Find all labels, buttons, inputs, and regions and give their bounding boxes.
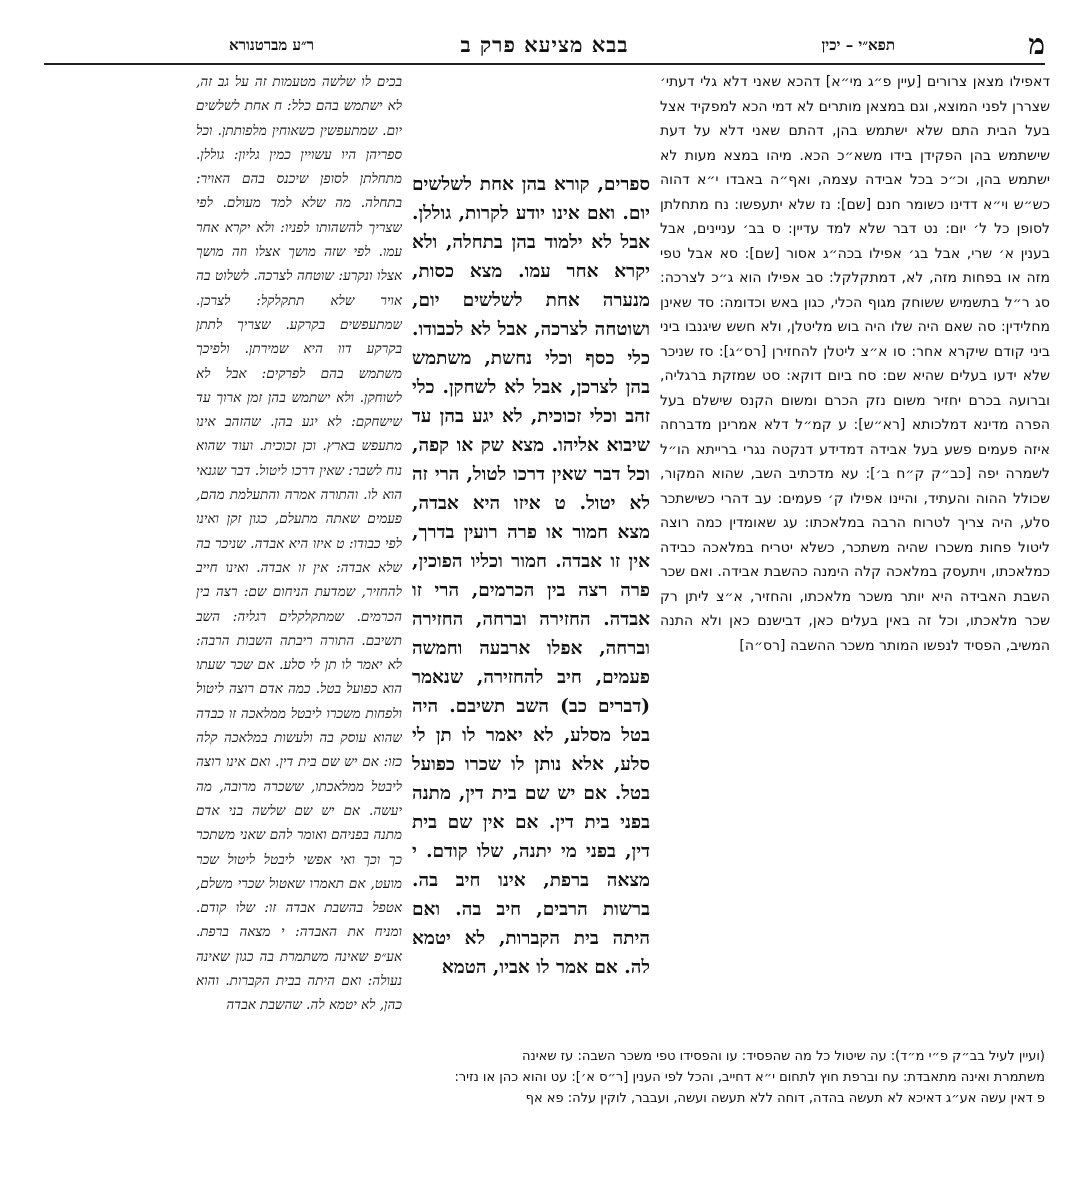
mishnah-text: ספרים, קורא בהן אחת לשלשים יום. ואם אינו יודע לקרות, גוללן. אבל לא ילמוד בהן בתחלה, ולא יקרא אחר עמו. מצא כסות, מנערה אחת לשלשים יום, ושוטחה לצרכה, אבל לא לכבודו. כלי כסף וכלי נחשת, משתמש בהן לצרכן, אבל לא לשחקן. כלי זהב וכלי זכוכית, לא יגע בהן עד שיבוא אליהו. מצא שק או קפה, וכל דבר שאין דרכו לטול, הרי זה לא יטול. ט איזו היא אבדה, מצא חמור או פרה רועין בדרך, אין זו אבדה. חמור וכליו הפוכין, פרה רצה בין הכרמים, הרי זו אבדה. החזירה וברחה, החזירה וברחה, אפלו ארבעה וחמשה פעמים, חיב להחזירה, שנאמר (דברים כב) השב תשיבם. היה בטל מסלע, לא יאמר לו תן לי סלע, אלא נותן לו שכרו כפועל בטל. אם יש שם בית דין, מתנה בפני בית דין. אם אין שם בית דין, בפני מי יתנה, שלו קודם. י מצאה ברפת, אינו חיב בה. ברשות הרבים, חיב בה. ואם היתה בית הקברות, לא יטמא לה. אם אמר לו אביו, הטמא — [412, 174, 650, 978]
tiferet-range-label: תפא״י – יכין — [821, 36, 895, 54]
page-number: מ — [1028, 28, 1045, 61]
tractate-chapter-title: בבא מציעא פרק ב — [460, 32, 629, 57]
bartenura-label: ר״ע מברטנורא — [229, 36, 315, 54]
mishnah-column — [412, 170, 650, 1038]
footnote-line: פ דאין עשה אע״ג דאיכא לא תעשה בהדה, דוחה ללא תעשה ועשה, ועבבר, לוקין עלה: פא אף — [525, 1091, 1045, 1106]
bartenura-column — [196, 70, 402, 1038]
bartenura-text: בכים לו שלשה מטעמות זה על גב זה, לא ישתמש בהם כלל: ח אחת לשלשים יום. שמתעפשין כשאוחין מלפותתן. וכל ספריהן היו עשויין כמין גליון: גוללן. מתחלתן לסופן שיכנס בהם האויר: בתחלה. מה שלא למד מעולם. לפי שצריך להשהותו לפניו: ולא יקרא אחר עמו. לפי שזה מושך אצלו וזה מושך אצלו ונקרע: שוטחה לצרכה. לשלוט בה אויר שלא תתקלקל: לצרכן. שמתעפשים בקרקע. שצריך לתתן בקרקע דוו היא שמירתן. ולפיכך משתמש בהם לפרקים: אבל לא לשוחקן. ולא ישתמש בהן זמן ארוך עד שישחקם: לא יגע בהן. שהזהב אינו מתעפש בארץ. וכן זכוכית. ועוד שהוא נוח לשבר: שאין דרכו ליטול. דבר שגנאי הוא לו. והתורה אמרה והתעלמת מהם, פעמים שאתה מתעלם, כגון זקן ואינו לפי כבודו: ט איזו היא אבדה. שניכר בה שלא אבדה: אין זו אבדה. ואינו חייב להחזיר, שמדעת הניחום שם: רצה בין הכרמים. שמתקלקלים רגליה: השב תשיבם. התורה ריבתה השבות הרבה: לא יאמר לו תן לי סלע. אם שכר שעתו הוא כפועל בטל. כמה אדם רוצה ליטול ולפחות משכרו ליבטל ממלאכה זו כבדה שהוא עוסק בה ולעשות במלאכה קלה כזו: אם יש שם בית דין. ואם אינו רוצה ליבטל ממלאכתו, ששכרה מרובה, מה יעשה. אם יש שם שלשה בני אדם מתנה בפניהם ואומר להם שאני משתכר כך וכך ואי אפשי ליבטל ליטול שכר מועט, אם תאמרו שאטול שכרי משלם, אטפל בהשבת אבדה זו: שלו קודם. ומניח את האבדה: י מצאה ברפת. אע״פ שאינה משתמרת בה כגון שאינה נעולה: ואם היתה בבית הקברות. והוא כהן, לא יטמא לה. שהשבת אבדה — [196, 74, 402, 1014]
tiferet-yisrael-text: דאפילו מצאן צרורים [עיין פ״ג מי״א] דהכא שאני דלא גלי דעתי׳ שצררן לפני המוצא, וגם במצאן מותרים לא דמי הכא למפקיד אצל בעל הבית התם שלא ישתמש בהן, דהתם שאני דלא על דעת שישתמש בהן הפקידן בידו משא״כ הכא. מיהו במצא מעות לא ישתמש בהן, וכ״כ בכל אבידה עצמה, ואף״ה באבדו י״א דהוה כש״ש וי״א דדינו כשומר חנם [שם]: נז שלא יתעפשו: נח מתחלתן לסופן כל ל׳ יום: נט דבר שלא למד עדיין: ס בב׳ עניינים, אבל בענין א׳ שרי, אבל בג׳ אפילו בכה״ג אסור [שם]: סא אבל טפי מזה או בפחות מזה, לא, דמתקלקל: סב אפילו הוא ג״כ לצרכה: סג ר״ל בתשמיש ששוחק מגוף הכלי, כגון באש וכדומה: סד שאינן מחלידין: סה שאם היה שלו היה בוש מליטלן, ולא חשש שיגנבו ביני ביני קודם שיקרא אחר: סו א״צ ליטלן להחזירן [רס״ג]: סז שניכר שלא ידעו בעלים שהיא שם: סח ביום דוקא: סט שמזקת ברגליה, וברועה בכרם יחזיר משום נזק הכרם ומשום הקנס שישלם בעל הפרה מדינא דמלכותא [רא״ש]: ע קמ״ל דלא אמרינן מדברחה איזה פעמים פשע בעל אבידה דמדידע דנקטה נגרי ברייתא הו״ל לשמרה יפה [כב״ק ק״ח ב׳]: עא מדכתיב השב, שהוא המקור, שכולל ההוה והעתיד, והיינו אפילו ק׳ פעמים: עב דהרי כשישתכר סלע, היה צריך לטרוח הרבה במלאכתו: עג שאומדין כמה רוצה ליטול פחות משכרו שהיה משתכר, כשלא יטריח במלאכה כבידה כמלאכתו, ויתעסק במלאכה קלה הימנה כהשבת אבידה. ואם שכר השבת האבידה היא יותר משכר מלאכתו, והחזיר, א״צ ליתן רק שכר מלאכתו, וכל זה באין בעלים כאן, דבישנם כאן ולא התנה המשיב, הפסיד לנפשו המותר משכר ההשבה [רס״ה] — [660, 74, 1050, 654]
footnote-line: (ועיין לעיל בב״ק פ״י מ״ד): עה שיטול כל מה שהפסיד: עו והפסידו טפי משכר השבה: עז שאינה — [522, 1049, 1045, 1064]
tiferet-yisrael-column — [660, 70, 1050, 1038]
footnotes — [188, 1046, 1045, 1110]
header-rule — [44, 63, 1045, 65]
running-header — [44, 30, 1045, 62]
footnote-line: משתמרת ואינה מתאבדת: עח וברפת חוץ לתחום י״א דחייב, והכל לפי הענין [ר״ס א׳]: עט והוא כהן או נזיר: — [454, 1070, 1045, 1085]
